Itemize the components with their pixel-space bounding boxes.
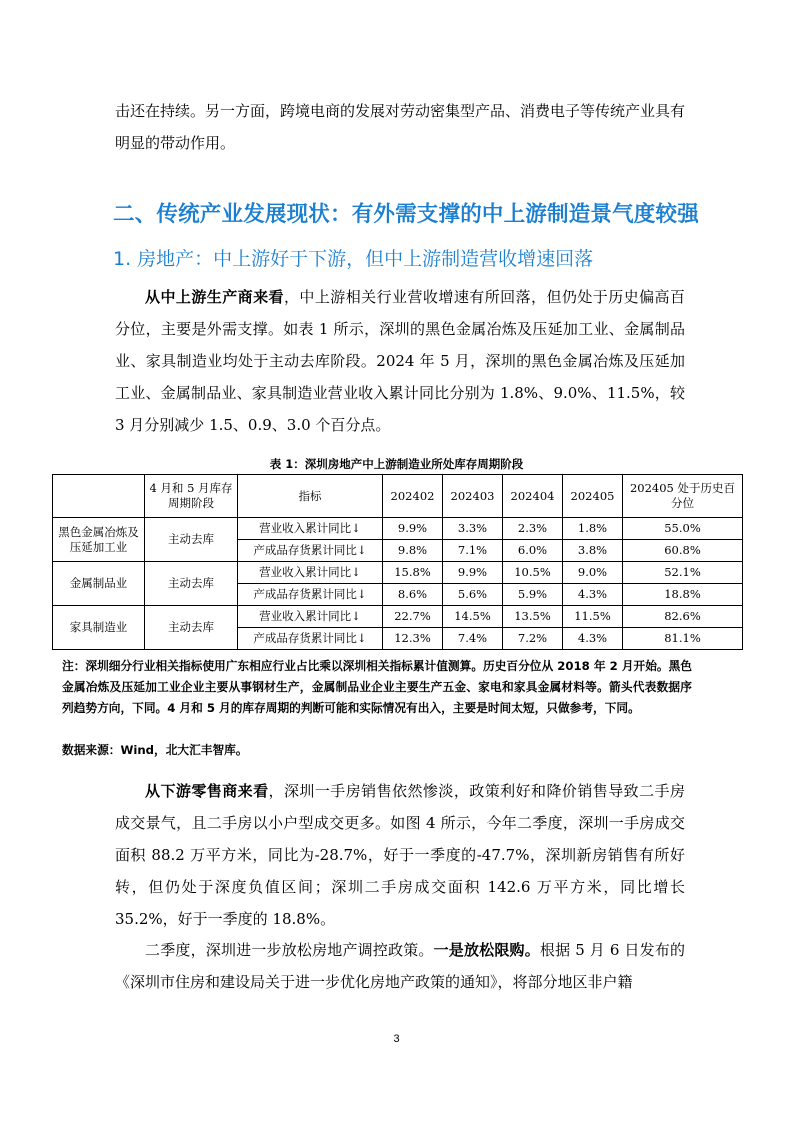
section-heading: 二、传统产业发展现状：有外需支撑的中上游制造景气度较强: [113, 202, 699, 227]
header-indicator: 指标: [238, 475, 383, 518]
stage-cell: 主动去库: [145, 606, 238, 650]
value-cell: 7.4%: [443, 628, 503, 650]
value-cell: 15.8%: [383, 562, 443, 584]
paragraph-lead: 一是放松限购。: [433, 941, 540, 959]
value-cell: 10.5%: [503, 562, 563, 584]
value-cell: 3.3%: [443, 518, 503, 540]
page-number: 3: [393, 1033, 400, 1045]
paragraph-lead: 从中上游生产商来看: [145, 288, 284, 306]
value-cell: 9.9%: [443, 562, 503, 584]
paragraph-downstream: [115, 775, 685, 935]
value-cell: 12.3%: [383, 628, 443, 650]
value-cell: 1.8%: [563, 518, 623, 540]
percentile-cell: 60.8%: [623, 540, 743, 562]
table-header-row: [53, 475, 743, 518]
paragraph-text: 根据 5 月 6 日发布的《深圳市住房和建设局关于进一步优化房地产政策的通知》，将部分地区非户籍: [115, 941, 685, 991]
value-cell: 8.6%: [383, 584, 443, 606]
table-note: 注：深圳细分行业相关指标使用广东相应行业占比乘以深圳相关指标累计值测算。历史百分位从 2018 年 2 月开始。黑色金属冶炼及压延加工业企业主要从事钢材生产，金属制品业企业主要生产五金、家电和家具金属材料等。箭头代表数据序列趋势方向，下同。4 月和 5 月的库存周期的判断可能和实际情况有出入，主要是时间太短，只做参考，下同。: [62, 659, 692, 715]
value-cell: 11.5%: [563, 606, 623, 628]
industry-cell: 金属制品业: [53, 562, 145, 606]
table-row: [53, 518, 743, 540]
value-cell: 9.8%: [383, 540, 443, 562]
header-period: 202402: [383, 475, 443, 518]
value-cell: 9.9%: [383, 518, 443, 540]
indicator-cell: 营业收入累计同比↓: [238, 562, 383, 584]
value-cell: 6.0%: [503, 540, 563, 562]
header-stage: 4 月和 5 月库存周期阶段: [145, 475, 238, 518]
value-cell: 13.5%: [503, 606, 563, 628]
value-cell: 2.3%: [503, 518, 563, 540]
paragraph-text: ，中上游相关行业营收增速有所回落，但仍处于历史偏高百分位，主要是外需支撑。如表 1 所示，深圳的黑色金属冶炼及压延加工业、金属制品业、家具制造业均处于主动去库阶段。2024 年 5 月，深圳的黑色金属冶炼及压延加工业、金属制品业、家具制造业营业收入累计同比分别为 1.8%、9.0%、11.5%，较 3 月分别减少 1.5、0.9、3.0 个百分点。: [115, 288, 685, 434]
paragraph-text: 二季度，深圳进一步放松房地产调控政策。: [145, 941, 434, 959]
header-percentile: 202405 处于历史百分位: [623, 475, 743, 518]
percentile-cell: 82.6%: [623, 606, 743, 628]
industry-cell: 家具制造业: [53, 606, 145, 650]
header-period: 202404: [503, 475, 563, 518]
value-cell: 3.8%: [563, 540, 623, 562]
value-cell: 7.1%: [443, 540, 503, 562]
stage-cell: 主动去库: [145, 562, 238, 606]
percentile-cell: 18.8%: [623, 584, 743, 606]
stage-cell: 主动去库: [145, 518, 238, 562]
header-period: 202403: [443, 475, 503, 518]
value-cell: 4.3%: [563, 584, 623, 606]
header-period: 202405: [563, 475, 623, 518]
table-source: 数据来源：Wind，北大汇丰智库。: [62, 743, 248, 757]
industry-cell: 黑色金属冶炼及压延加工业: [53, 518, 145, 562]
indicator-cell: 营业收入累计同比↓: [238, 606, 383, 628]
inventory-cycle-table: [52, 474, 743, 650]
value-cell: 5.9%: [503, 584, 563, 606]
subsection-heading: 1. 房地产：中上游好于下游，但中上游制造营收增速回落: [113, 248, 594, 270]
header-industry: [53, 475, 145, 518]
table-row: [53, 562, 743, 584]
indicator-cell: 产成品存货累计同比↓: [238, 540, 383, 562]
value-cell: 9.0%: [563, 562, 623, 584]
percentile-cell: 55.0%: [623, 518, 743, 540]
percentile-cell: 81.1%: [623, 628, 743, 650]
indicator-cell: 产成品存货累计同比↓: [238, 628, 383, 650]
paragraph-upstream: [115, 281, 685, 441]
indicator-cell: 产成品存货累计同比↓: [238, 584, 383, 606]
value-cell: 22.7%: [383, 606, 443, 628]
paragraph-policy: [115, 934, 685, 998]
intro-paragraph: 击还在持续。另一方面，跨境电商的发展对劳动密集型产品、消费电子等传统产业具有明显的带动作用。: [115, 102, 686, 152]
value-cell: 5.6%: [443, 584, 503, 606]
indicator-cell: 营业收入累计同比↓: [238, 518, 383, 540]
table-caption: 表 1：深圳房地产中上游制造业所处库存周期阶段: [269, 457, 524, 471]
paragraph-text: ，深圳一手房销售依然惨淡，政策利好和降价销售导致二手房成交景气，且二手房以小户型成交更多。如图 4 所示，今年二季度，深圳一手房成交面积 88.2 万平方米，同比为-28.7%，好于一季度的-47.7%，深圳新房销售有所好转，但仍处于深度负值区间；深圳二手房成交面积 142.6 万平方米，同比增长 35.2%，好于一季度的 18.8%。: [115, 782, 685, 928]
value-cell: 7.2%: [503, 628, 563, 650]
paragraph-lead: 从下游零售商来看: [145, 782, 269, 800]
percentile-cell: 52.1%: [623, 562, 743, 584]
value-cell: 4.3%: [563, 628, 623, 650]
value-cell: 14.5%: [443, 606, 503, 628]
table-row: [53, 606, 743, 628]
